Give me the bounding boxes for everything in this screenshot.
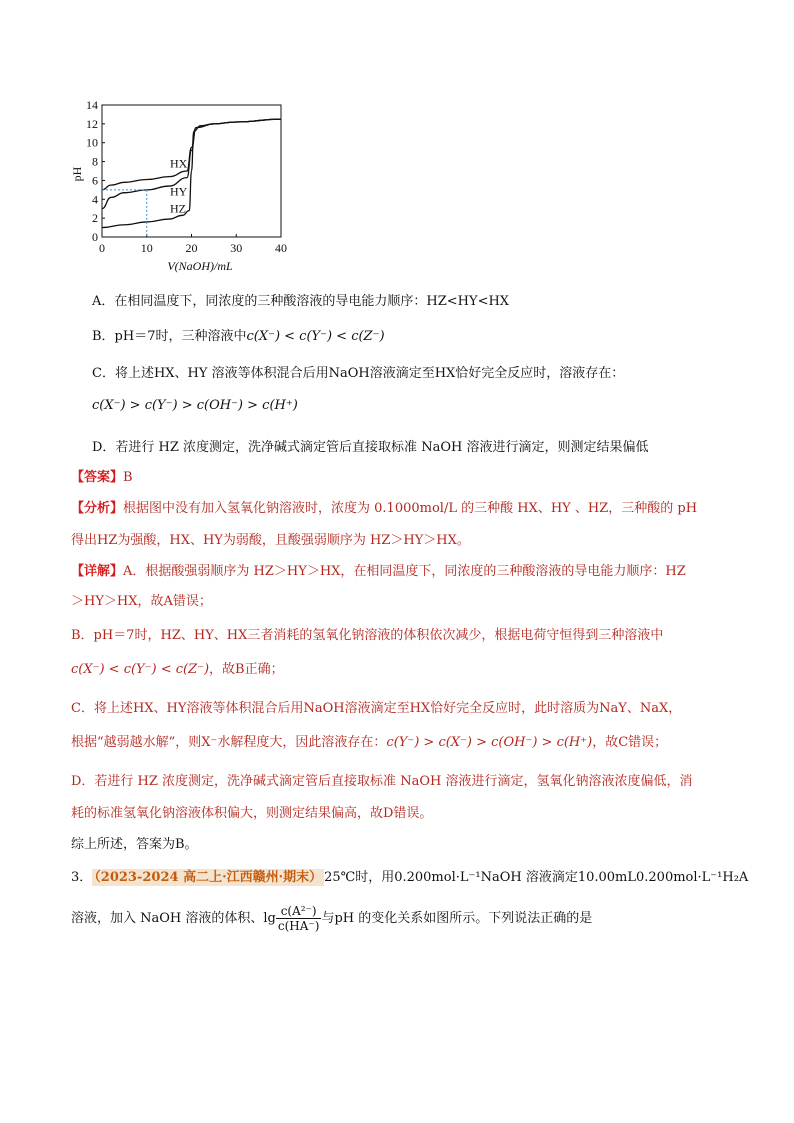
series-label-hy: HY xyxy=(170,184,188,199)
detail-c1: C．将上述HX、HY溶液等体积混合后用NaOH溶液滴定至HX恰好完全反应时，此时溶质为NaY、NaX， xyxy=(71,701,682,716)
chart-ticks xyxy=(86,98,287,255)
series-line-hx xyxy=(102,119,281,190)
y-tick-label: 0 xyxy=(92,230,98,244)
answer-label: 【答案】 xyxy=(71,470,124,485)
fraction-numerator: c(A²⁻) xyxy=(276,904,322,919)
detail-d1: D．若进行 HZ 浓度测定，洗净碱式滴定管后直接取标准 NaOH 溶液进行滴定，氢氧化钠溶液浓度偏低，消 xyxy=(71,774,693,789)
y-axis-label: pH xyxy=(70,166,84,182)
detail-c2-tail: ，故C错误； xyxy=(592,735,668,750)
detail-c2-formula: c(Y⁻) > c(X⁻) > c(OH⁻) > c(H⁺) xyxy=(386,735,593,750)
answer-value: B xyxy=(123,470,133,485)
question-3-line-1 xyxy=(71,866,748,885)
x-tick-label: 40 xyxy=(275,241,287,255)
y-tick-label: 12 xyxy=(86,116,98,131)
option-c-formula: c(X⁻) > c(Y⁻) > c(OH⁻) > c(H⁺) xyxy=(92,398,298,413)
titration-chart xyxy=(68,98,298,278)
analysis-label: 【分析】 xyxy=(71,501,124,516)
question-3-text-2: 溶液，加入 NaOH 溶液的体积、lg xyxy=(71,911,276,926)
detail-b2-tail: ，故B正确； xyxy=(209,662,284,677)
question-3-number: 3． xyxy=(71,870,93,885)
option-b-text: B．pH＝7时，三种溶液中 xyxy=(92,329,247,344)
detail-label: 【详解】 xyxy=(71,564,124,579)
detail-c2 xyxy=(71,731,667,750)
series-line-hz xyxy=(102,119,281,227)
x-tick-label: 30 xyxy=(230,241,243,255)
x-tick-label: 20 xyxy=(185,241,198,255)
fraction-denominator: c(HA⁻) xyxy=(277,919,320,933)
detail-a1: A．根据酸强弱顺序为 HZ＞HY＞HX，在相同温度下，同浓度的三种酸溶液的导电能力顺序：HZ xyxy=(123,564,686,579)
detail-c2-head: 根据“越弱越水解”，则X⁻水解程度大，因此溶液存在： xyxy=(71,735,387,750)
detail-b2 xyxy=(71,658,284,677)
answer xyxy=(71,466,133,485)
series-label-hx: HX xyxy=(170,156,188,171)
analysis-text-1: 根据图中没有加入氢氧化钠溶液时，浓度为 0.1000mol/L 的三种酸 HX、HY 、HZ，三种酸的 pH xyxy=(123,501,698,516)
question-3-source-tag: （2023-2024 高二上·江西赣州·期末） xyxy=(94,870,323,885)
y-tick-label: 14 xyxy=(86,98,98,112)
log-ratio-fraction xyxy=(276,904,322,933)
detail-b1: B．pH＝7时，HZ、HY、HX三者消耗的氢氧化钠溶液的体积依次减少，根据电荷守恒得到三种溶液中 xyxy=(71,628,664,643)
x-tick-label: 0 xyxy=(99,241,105,255)
y-tick-label: 4 xyxy=(92,192,98,207)
series-line-hy xyxy=(102,119,281,209)
option-b xyxy=(92,325,385,344)
series-label-hz: HZ xyxy=(170,201,187,216)
detail-d2: 耗的标准氢氧化钠溶液体积偏大，则测定结果偏高，故D错误。 xyxy=(71,806,433,821)
question-3-line-2 xyxy=(71,904,592,933)
question-3-text-1: 25℃时，用0.200mol·L⁻¹NaOH 溶液滴定10.00mL0.200mol·L⁻¹H₂A xyxy=(324,870,749,885)
detail-line-a1 xyxy=(71,560,686,579)
x-axis-label: V(NaOH)/mL xyxy=(167,259,233,273)
analysis-line-1 xyxy=(71,497,697,516)
option-c: C．将上述HX、HY 溶液等体积混合后用NaOH溶液滴定至HX恰好完全反应时，溶液存在： xyxy=(92,366,625,381)
option-b-formula: c(X⁻) < c(Y⁻) < c(Z⁻) xyxy=(246,329,385,344)
y-tick-label: 6 xyxy=(92,173,98,188)
detail-a2: ＞HY＞HX，故A错误； xyxy=(71,594,212,609)
x-tick-label: 10 xyxy=(140,241,153,255)
analysis-line-2: 得出HZ为强酸，HX、HY为弱酸，且酸强弱顺序为 HZ＞HY＞HX。 xyxy=(71,533,470,548)
y-tick-label: 10 xyxy=(86,135,98,150)
detail-b2-formula: c(X⁻) < c(Y⁻) < c(Z⁻) xyxy=(71,662,210,677)
option-a: A．在相同温度下，同浓度的三种酸溶液的导电能力顺序：HZ<HY<HX xyxy=(92,294,510,309)
option-d: D．若进行 HZ 浓度测定，洗净碱式滴定管后直接取标准 NaOH 溶液进行滴定，则测定结果偏低 xyxy=(92,440,649,455)
y-tick-label: 8 xyxy=(92,154,98,169)
detail-summary: 综上所述，答案为B。 xyxy=(71,837,198,852)
question-3-text-3: 与pH 的变化关系如图所示。下列说法正确的是 xyxy=(321,911,593,926)
chart-series xyxy=(102,119,281,237)
y-tick-label: 2 xyxy=(92,211,98,226)
